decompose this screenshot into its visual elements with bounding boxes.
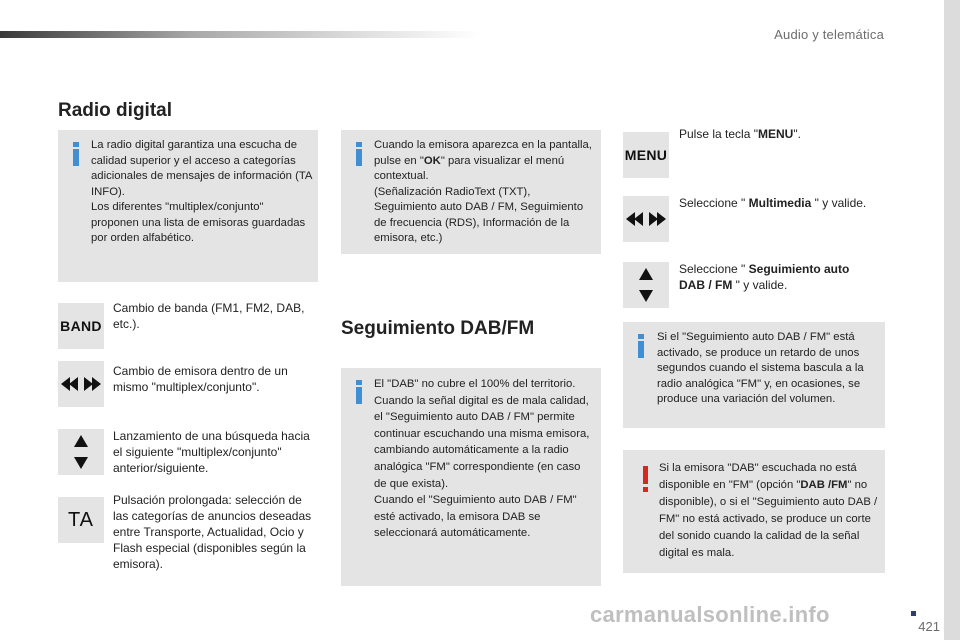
seek-keys bbox=[58, 361, 104, 407]
info-text: La radio digital garantiza una escucha de calidad superior y el acceso a categorías adicionales de mensajes de información (TA INFO). Los diferentes "multiplex/conjunto" proponen una lista de emisoras guardadas por orden alfabético. bbox=[91, 139, 312, 244]
page-title: Radio digital bbox=[58, 100, 172, 121]
info-icon bbox=[351, 142, 367, 166]
page-number: 421 bbox=[918, 619, 940, 634]
seek-left-right-icon bbox=[61, 376, 101, 392]
info-box-dab bbox=[341, 368, 601, 586]
watermark: carmanualsonline.info bbox=[590, 602, 830, 627]
menu-key-label: MENU bbox=[624, 147, 668, 163]
band-key-label: BAND bbox=[60, 318, 102, 334]
menu-key bbox=[623, 132, 669, 178]
band-key bbox=[58, 303, 104, 349]
page-edge-strip bbox=[944, 0, 960, 640]
seek-keys-description: Cambio de emisora dentro de un mismo "multiplex/conjunto". bbox=[113, 364, 288, 394]
up-down-arrows-icon bbox=[638, 268, 654, 302]
info-text: El "DAB" no cubre el 100% del territorio. Cuando la señal digital es de mala calidad, el "Seguimiento auto DAB / FM" permite continuar escuchando una misma emisora, cambiando automáticamente a la radio analógica "FM" correspondiente (en caso de que exista). Cuando el "Seguimiento auto DAB / FM" esté activado, la emisora DAB se seleccionará automáticamente. bbox=[374, 378, 590, 540]
warning-text: Si la emisora "DAB" escuchada no está disponible en "FM" (opción "DAB /FM" no disponible), o si el "Seguimiento auto DAB / FM" no está activado, se produce un corte del sonido cuando la calidad de la señal digital es mala. bbox=[659, 462, 878, 559]
up-down-keys-step bbox=[623, 262, 669, 308]
info-text: Cuando la emisora aparezca en la pantalla, pulse en "OK" para visualizar el menú contextual. (Señalización RadioText (TXT), Seguimiento auto DAB / FM, Seguimiento de frecuencia (RDS), Información de la emisora, etc.) bbox=[374, 139, 592, 244]
section-header: Audio y telemática bbox=[774, 27, 884, 42]
info-box-ok-menu bbox=[341, 130, 601, 254]
info-icon bbox=[351, 380, 367, 404]
info-icon bbox=[633, 334, 649, 358]
seek-left-right-icon bbox=[626, 211, 666, 227]
up-down-arrows-icon bbox=[73, 435, 89, 469]
ta-key-description: Pulsación prolongada: selección de las categorías de anuncios deseadas entre Transporte, Actualidad, Ocio y Flash especial (disponibles según la emisora). bbox=[113, 493, 312, 571]
warning-box bbox=[623, 450, 885, 573]
info-icon bbox=[68, 142, 84, 166]
step-seguimiento-text: Seleccione " Seguimiento auto DAB / FM " y valide. bbox=[679, 262, 850, 292]
info-box-radio-digital bbox=[58, 130, 318, 282]
warning-icon bbox=[640, 466, 650, 492]
page-marker bbox=[911, 611, 916, 616]
ta-key-label: TA bbox=[67, 508, 95, 531]
up-down-keys-description: Lanzamiento de una búsqueda hacia el siguiente "multiplex/conjunto" anterior/siguiente. bbox=[113, 429, 310, 475]
seek-keys-step bbox=[623, 196, 669, 242]
ta-key bbox=[58, 497, 104, 543]
info-text: Si el "Seguimiento auto DAB / FM" está activado, se produce un retardo de unos segundos cuando el sistema bascula a la radio analógica "FM" y, en ocasiones, se produce una variación del volumen. bbox=[657, 331, 864, 405]
step-multimedia-text: Seleccione " Multimedia " y valide. bbox=[679, 196, 867, 210]
up-down-keys bbox=[58, 429, 104, 475]
step-menu-text: Pulse la tecla "MENU". bbox=[679, 127, 801, 141]
info-box-retardo bbox=[623, 322, 885, 428]
band-key-description: Cambio de banda (FM1, FM2, DAB, etc.). bbox=[113, 301, 305, 331]
dab-fm-title: Seguimiento DAB/FM bbox=[341, 318, 535, 339]
header-gradient-bar bbox=[0, 31, 480, 38]
